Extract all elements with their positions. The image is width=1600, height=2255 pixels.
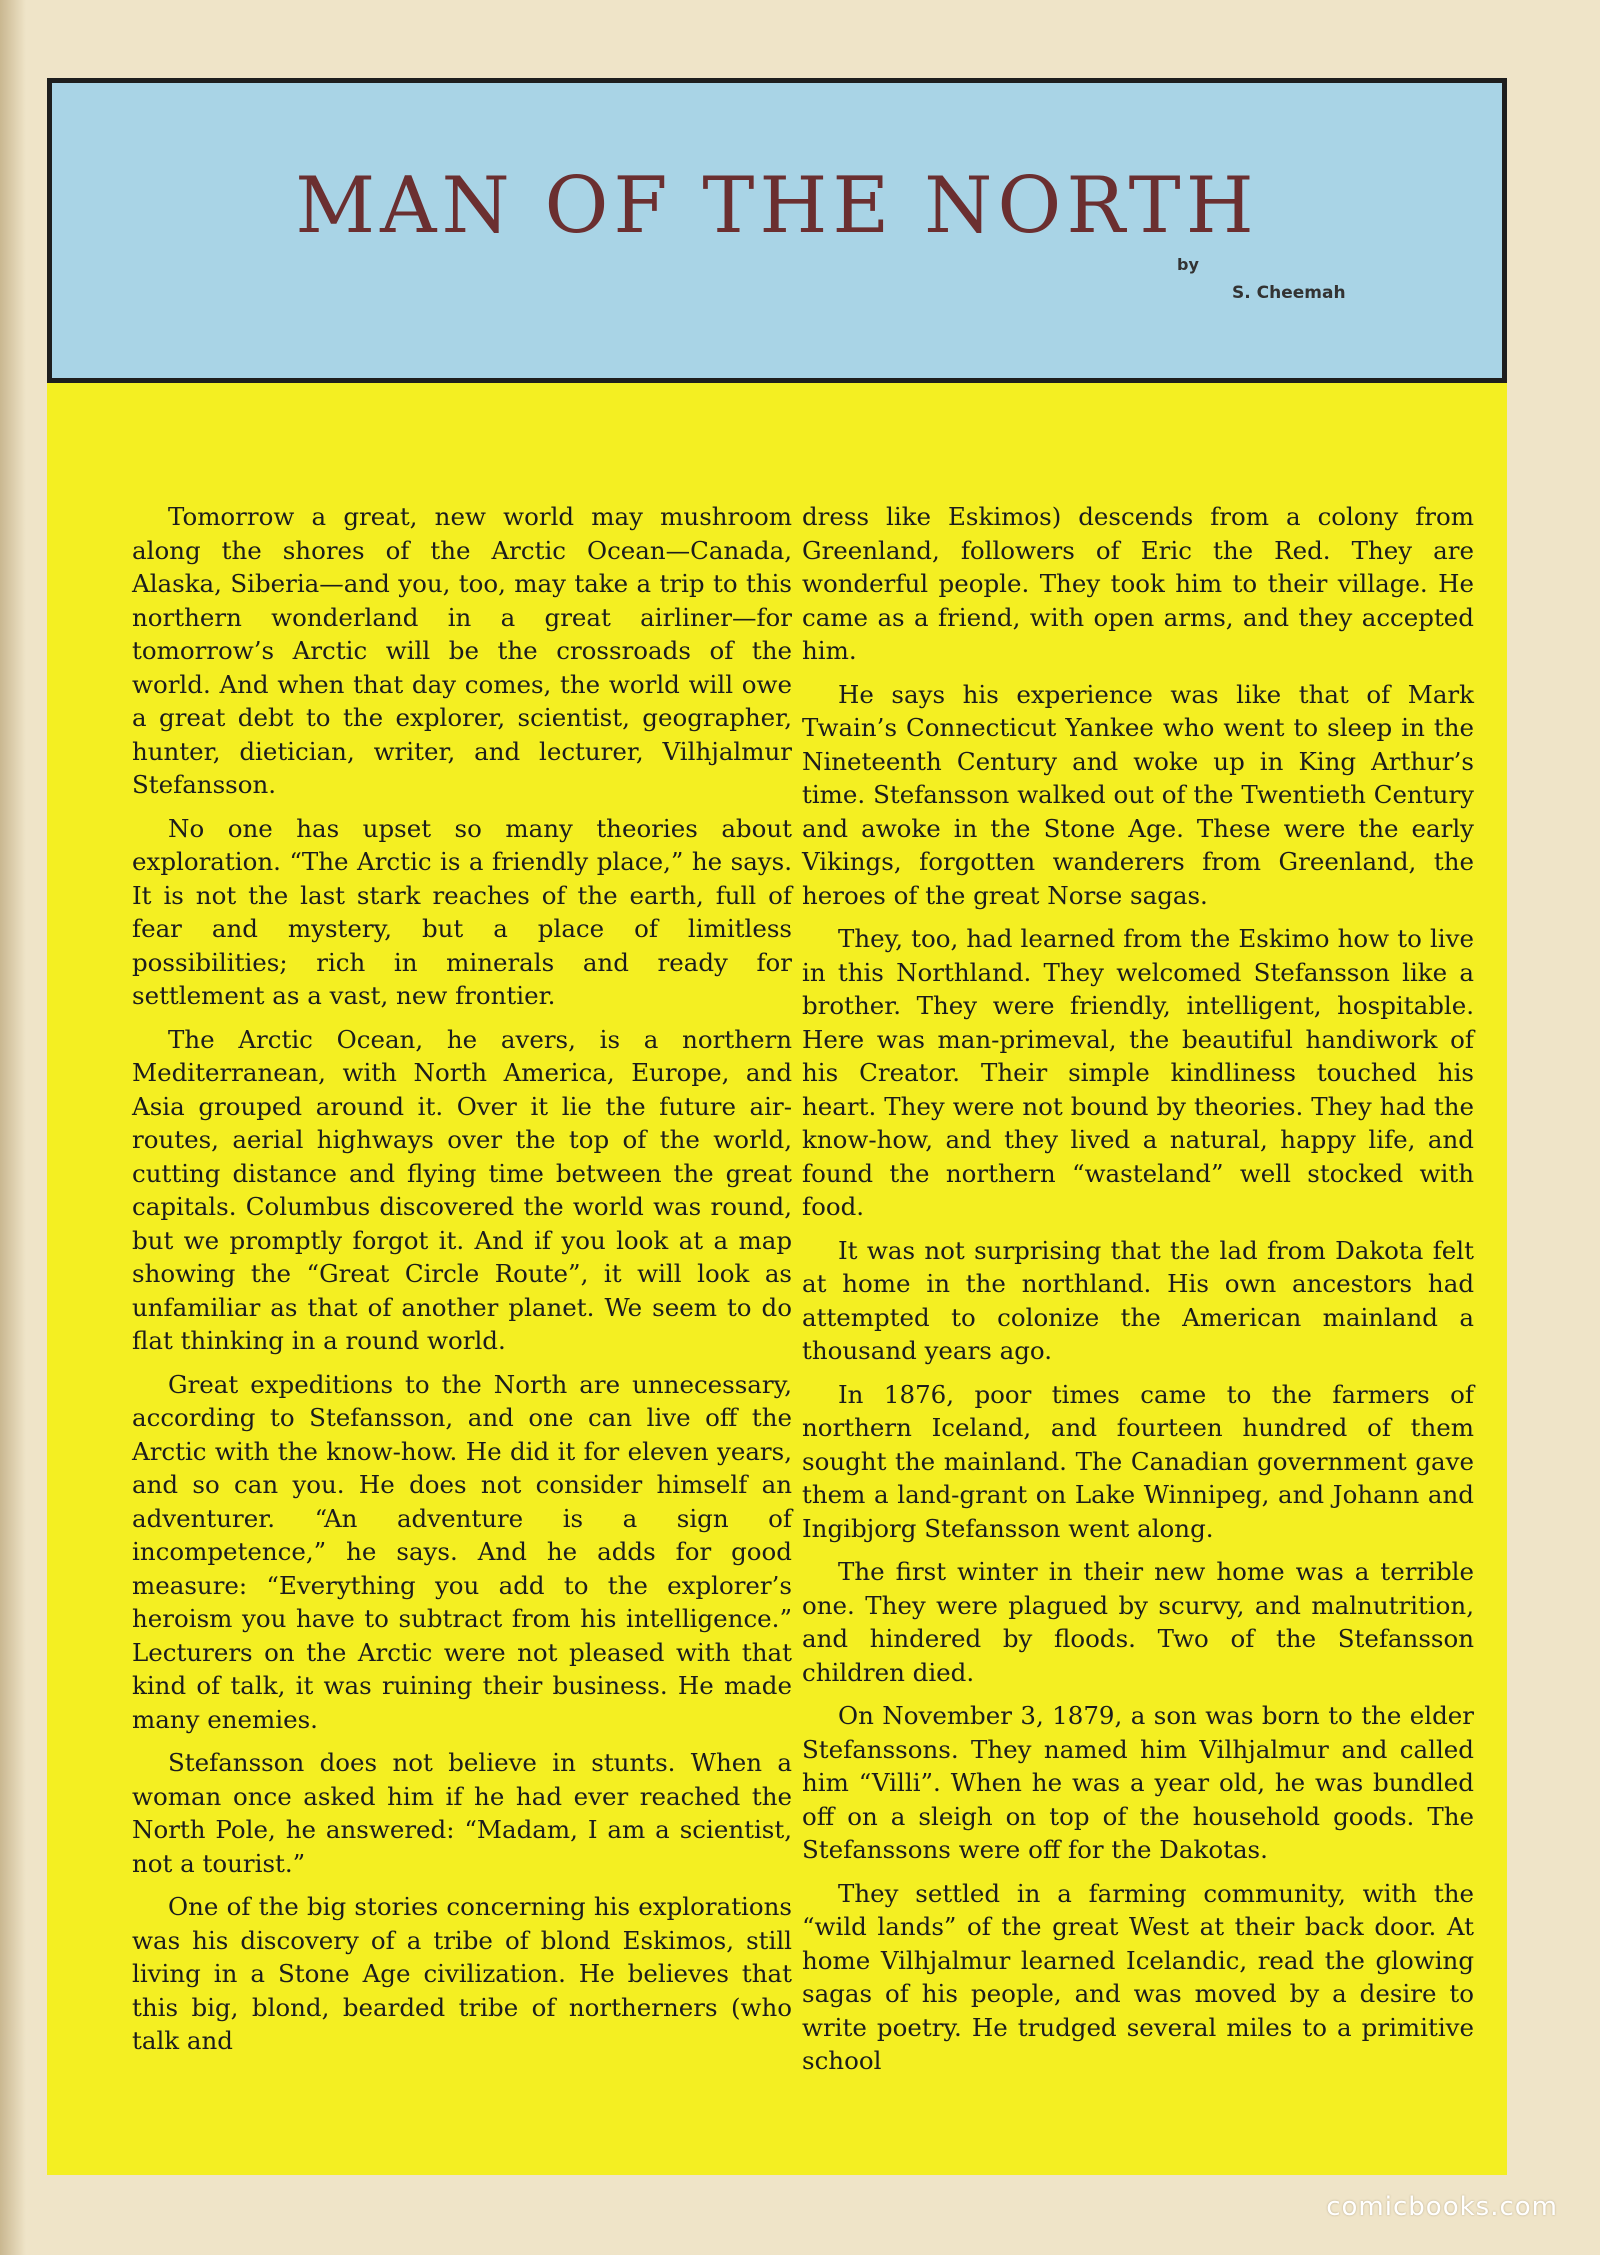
- paragraph: The first winter in their new home was a terrible one. They were plagued by scurvy, and malnutrition, and hindered by floods. Two of the Stefansson children died.: [802, 1557, 1474, 1687]
- byline-by: by: [1177, 255, 1199, 274]
- right-column: [802, 500, 1474, 2088]
- paragraph: One of the big stories concerning his explorations was his discovery of a tribe of blond Eskimos, still living in a Stone Age civilization. He believes that this big, blond, bearded tribe of northerners (who talk and: [132, 1892, 792, 2055]
- paragraph: On November 3, 1879, a son was born to the elder Stefanssons. They named him Vilhjalmur and called him “Villi”. When he was a year old, he was bundled off on a sleigh on top of the household goods. The Stefanssons were off for the Dakotas.: [802, 1701, 1474, 1864]
- byline-author: S. Cheemah: [1232, 283, 1346, 303]
- paragraph: No one has upset so many theories about exploration. “The Arctic is a friendly place,” he says. It is not the last stark reaches of the earth, full of fear and mystery, but a place of limitless possibilities; rich in minerals and ready for settlement as a vast, new frontier.: [132, 813, 792, 1010]
- paragraph: He says his experience was like that of Mark Twain’s Connecticut Yankee who went to sleep in the Nineteenth Century and woke up in King Arthur’s time. Stefansson walked out of the Twentieth Century and awoke in the Stone Age. These were the early Vikings, forgotten wanderers from Greenland, the heroes of the great Norse sagas.: [802, 679, 1474, 910]
- paragraph: Tomorrow a great, new world may mushroom along the shores of the Arctic Ocean—Canada, Alaska, Siberia—and you, too, may take a trip to this northern wonderland in a great airliner—for tomorrow’s Arctic will be the crossroads of the world. And when that day comes, the world will owe a great debt to the explorer, scientist, geographer, hunter, dietician, writer, and lecturer, Vilhjalmur Stefansson.: [132, 502, 792, 799]
- watermark: comicbooks.com: [1326, 2192, 1558, 2222]
- paragraph: Stefansson does not believe in stunts. When a woman once asked him if he had ever reached the North Pole, he answered: “Madam, I am a scientist, not a tourist.”: [132, 1748, 792, 1878]
- article-body: [47, 383, 1507, 2175]
- paragraph-continued: dress like Eskimos) descends from a colony from Greenland, followers of Eric the Red. They are wonderful people. They took him to their village. He came as a friend, with open arms, and they accepted him.: [802, 502, 1474, 665]
- paragraph: The Arctic Ocean, he avers, is a northern Mediterranean, with North America, Europe, and Asia grouped around it. Over it lie the future air-routes, aerial highways over the top of the world, cutting distance and flying time between the great capitals. Columbus discovered the world was round, but we promptly forgot it. And if you look at a map showing the “Great Circle Route”, it will look as unfamiliar as that of another planet. We seem to do flat thinking in a round world.: [132, 1024, 792, 1355]
- left-column: [132, 500, 792, 2068]
- paragraph: In 1876, poor times came to the farmers of northern Iceland, and fourteen hundred of them sought the mainland. The Canadian government gave them a land-grant on Lake Winnipeg, and Johann and Ingibjorg Stefansson went along.: [802, 1379, 1474, 1543]
- page-edge: [0, 0, 26, 2255]
- paragraph: It was not surprising that the lad from Dakota felt at home in the northland. His own ancestors had attempted to colonize the American mainland a thousand years ago.: [802, 1235, 1474, 1365]
- paragraph: They, too, had learned from the Eskimo how to live in this Northland. They welcomed Stefansson like a brother. They were friendly, intelligent, hospitable. Here was man-primeval, the beautiful handiwork of his Creator. Their simple kindliness touched his heart. They were not bound by theories. They had the know-how, and they lived a natural, happy life, and found the northern “wasteland” well stocked with food.: [802, 924, 1474, 1221]
- paragraph: Great expeditions to the North are unnecessary, according to Stefansson, and one can live off the Arctic with the know-how. He did it for eleven years, and so can you. He does not consider himself an adventurer. “An adventure is a sign of incompetence,” he says. And he adds for good measure: “Everything you add to the explorer’s heroism you have to subtract from his intelligence.” Lecturers on the Arctic were not pleased with that kind of talk, it was ruining their business. He made many enemies.: [132, 1369, 792, 1734]
- article-title: MAN OF THE NORTH: [295, 161, 1259, 251]
- title-banner: [47, 78, 1507, 383]
- paragraph: They settled in a farming community, with the “wild lands” of the great West at their back door. At home Vilhjalmur learned Icelandic, read the glowing sagas of his people, and was moved by a desire to write poetry. He trudged several miles to a primitive school: [802, 1878, 1474, 2075]
